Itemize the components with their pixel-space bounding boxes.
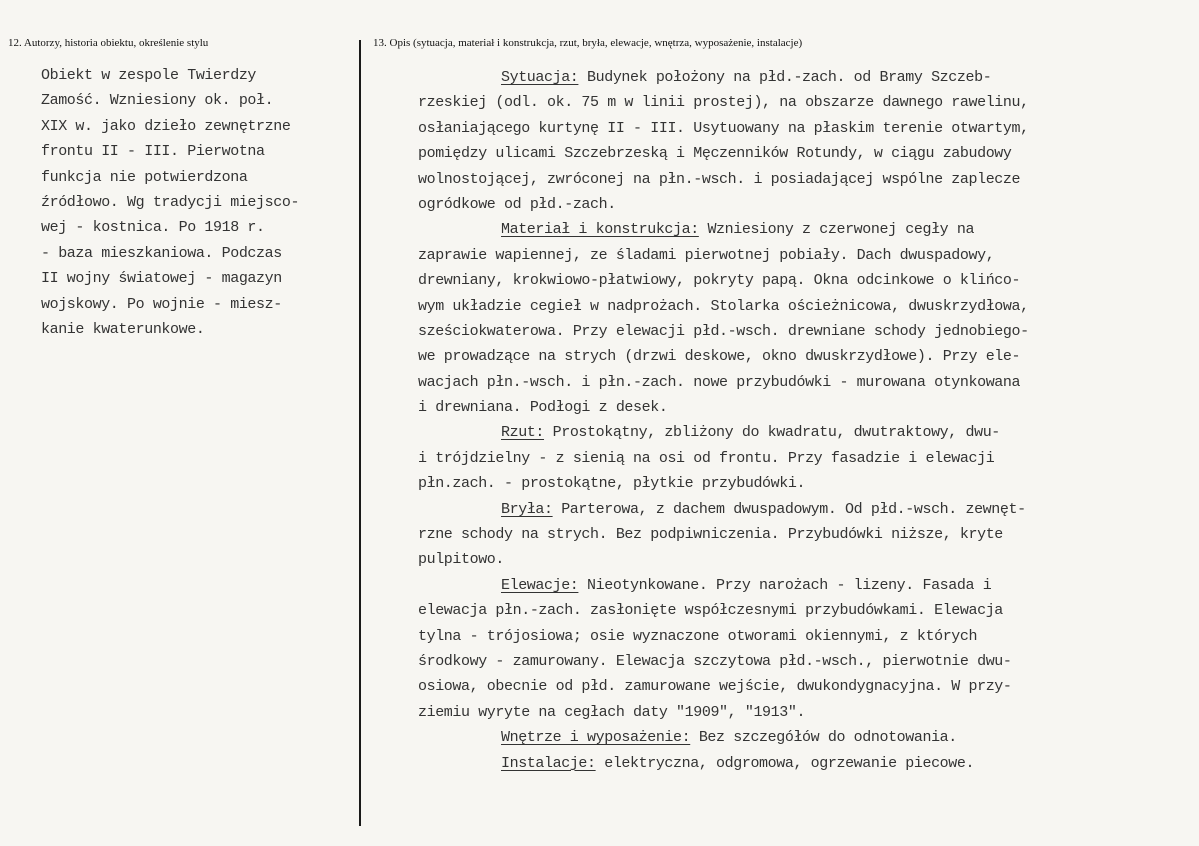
section-first-line [418,497,1178,522]
section-lead-text: elektryczna, odgromowa, ogrzewanie piecowe. [595,754,975,772]
section-first-line [418,420,1178,445]
column-divider [359,40,361,826]
section-line: drewniany, krokwiowo-płatwiowy, pokryty papą. Okna odcinkowe o klińco- [418,272,1021,290]
section-lead-text: Nieotynkowane. Przy narożach - lizeny. Fasada i [578,576,992,594]
section-line: sześciokwaterowa. Przy elewacji płd.-wsch. drewniane schody jednobiego- [418,322,1029,340]
section-first-line [418,573,1178,598]
description-section [418,573,1178,725]
section-label: Bryła: [501,500,553,518]
field-12-header: 12. Autorzy, historia obiektu, określenie stylu [8,37,209,49]
description-section [418,751,1178,776]
history-line: II wojny światowej - magazyn [41,270,282,288]
section-label: Materiał i konstrukcja: [501,221,699,239]
section-line: płn.zach. - prostokątne, płytkie przybudówki. [418,475,806,493]
history-line: wojskowy. Po wojnie - miesz- [41,295,282,313]
description-section [418,497,1178,573]
section-label: Rzut: [501,424,545,442]
section-line: wacjach płn.-wsch. i płn.-zach. nowe przybudówki - murowana otynkowana [418,373,1021,391]
section-lead-text: Bez szczegółów do odnotowania. [690,729,957,747]
section-lead-text: Budynek położony na płd.-zach. od Bramy Szczeb- [578,69,992,86]
section-label: Wnętrze i wyposażenie: [501,729,691,747]
section-line: wolnostojącej, zwróconej na płn.-wsch. i posiadającej wspólne zaplecze [418,170,1021,188]
description-section [418,725,1178,750]
description-section [418,420,1178,496]
section-first-line [418,217,1178,242]
section-line: rzne schody na strych. Bez podpiwniczenia. Przybudówki niższe, kryte [418,526,1003,544]
section-line: środkowy - zamurowany. Elewacja szczytowa płd.-wsch., pierwotnie dwu- [418,652,1012,670]
history-line: źródłowo. Wg tradycji miejsco- [41,193,300,211]
section-line: tylna - trójosiowa; osie wyznaczone otworami okiennymi, z których [418,627,978,645]
section-lead-text: Parterowa, z dachem dwuspadowym. Od płd.-wsch. zewnęt- [552,500,1026,518]
description-text-block [418,65,1178,776]
section-line: osiowa, obecnie od płd. zamurowane wejście, dwukondygnacyjna. W przy- [418,678,1012,696]
history-line: frontu II - III. Pierwotna [41,143,265,161]
section-line: zaprawie wapiennej, ze śladami pierwotnej pobiały. Dach dwuspadowy, [418,246,995,264]
section-line: pulpitowo. [418,551,505,569]
section-lead-text: Prostokątny, zbliżony do kwadratu, dwutraktowy, dwu- [544,424,1000,442]
history-text-block [41,63,346,342]
section-line: elewacja płn.-zach. zasłonięte współczesnymi przybudówkami. Elewacja [418,602,1003,620]
history-line: funkcja nie potwierdzona [41,168,248,186]
history-line: Obiekt w zespole Twierdzy [41,67,257,84]
history-line: wej - kostnica. Po 1918 r. [41,219,265,237]
section-line: i drewniana. Podłogi z desek. [418,399,668,417]
section-first-line [418,65,1178,90]
section-label: Instalacje: [501,754,596,772]
description-section [418,65,1178,217]
description-section [418,217,1178,420]
section-line: rzeskiej (odl. ok. 75 m w linii prostej), na obszarze dawnego rawelinu, [418,94,1029,112]
section-line: osłaniającego kurtynę II - III. Usytuowany na płaskim terenie otwartym, [418,119,1029,137]
history-line: Zamość. Wzniesiony ok. poł. [41,92,274,110]
history-line: kanie kwaterunkowe. [41,320,205,338]
history-line: - baza mieszkaniowa. Podczas [41,244,282,262]
section-label: Sytuacja: [501,69,579,86]
section-lead-text: Wzniesiony z czerwonej cegły na [698,221,975,239]
section-line: ziemiu wyryte na cegłach daty "1909", "1913". [418,703,806,721]
section-first-line [418,725,1178,750]
history-line: XIX w. jako dzieło zewnętrzne [41,117,291,135]
section-line: ogródkowe od płd.-zach. [418,195,616,213]
section-line: we prowadzące na strych (drzwi deskowe, okno dwuskrzydłowe). Przy ele- [418,348,1021,366]
section-label: Elewacje: [501,576,579,594]
section-line: pomiędzy ulicami Szczebrzeską i Męczenników Rotundy, w ciągu zabudowy [418,145,1012,163]
field-13-header: 13. Opis (sytuacja, materiał i konstrukcja, rzut, bryła, elewacje, wnętrza, wyposażenie, instalacje) [373,37,803,49]
section-line: wym układzie cegieł w nadprożach. Stolarka ościeżnicowa, dwuskrzydłowa, [418,297,1029,315]
section-first-line [418,751,1178,776]
section-line: i trójdzielny - z sienią na osi od frontu. Przy fasadzie i elewacji [418,449,995,467]
